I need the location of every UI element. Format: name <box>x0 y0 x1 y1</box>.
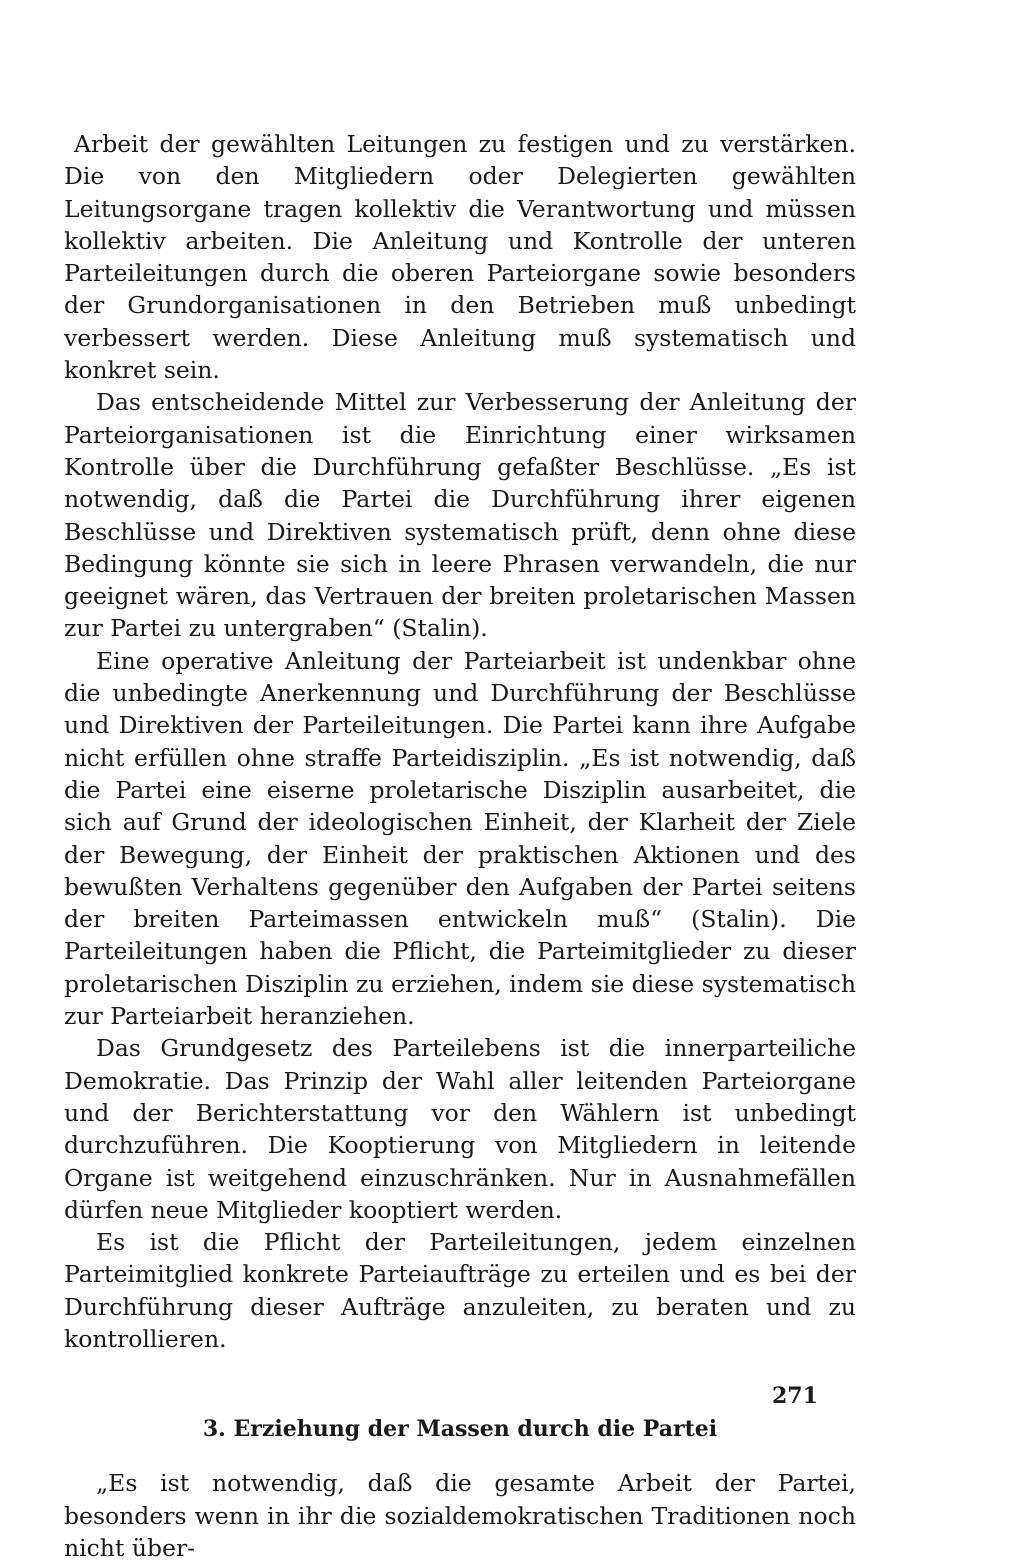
paragraph-2: Das entscheidende Mittel zur Verbesserung der Anleitung der Parteiorganisationen ist die Einrichtung einer wirksamen Kontrolle über die Durchführung gefaßter Beschlüsse. „Es ist notwendig, daß die Partei die Durchführung ihrer eigenen Beschlüsse und Direktiven systematisch prüft, denn ohne diese Bedingung könnte sie sich in leere Phrasen verwandeln, die nur geeignet wären, das Vertrauen der breiten proletarischen Massen zur Partei zu untergraben“ (Stalin). <box>64 388 856 643</box>
paragraph-3: Eine operative Anleitung der Parteiarbeit ist undenkbar ohne die unbedingte Anerkennung und Durchführung der Beschlüsse und Direktiven der Parteileitungen. Die Partei kann ihre Aufgabe nicht erfüllen ohne straffe Parteidisziplin. „Es ist notwendig, daß die Partei eine eiserne proletarische Disziplin ausarbeitet, die sich auf Grund der ideologischen Einheit, der Klarheit der Ziele der Bewegung, der Einheit der praktischen Aktionen und des bewußten Verhaltens gegenüber den Aufgaben der Partei seitens der breiten Parteimassen entwickeln muß“ (Stalin). Die Parteileitungen haben die Pflicht, die Parteimitglieder zu dieser proletarischen Disziplin zu erziehen, indem sie diese systematisch zur Parteiarbeit heranziehen. <box>64 646 856 1031</box>
page-body <box>64 128 856 1564</box>
page-number: 271 <box>772 1383 818 1409</box>
paragraph-4: Das Grundgesetz des Parteilebens ist die innerparteiliche Demokratie. Das Prinzip der Wahl aller leitenden Parteiorgane und der Berichterstattung vor den Wählern ist unbedingt durchzuführen. Die Kooptierung von Mitgliedern in leitende Organe ist weitgehend einzuschränken. Nur in Ausnahmefällen dürfen neue Mitglieder kooptiert werden. <box>64 1034 856 1224</box>
section-heading: 3. Erziehung der Massen durch die Partei <box>202 1416 718 1443</box>
paragraph-5: Es ist die Pflicht der Parteileitungen, jedem einzelnen Parteimitglied konkrete Parteiaufträge zu erteilen und es bei der Durchführung dieser Aufträge anzuleiten, zu beraten und zu kontrollieren. <box>64 1228 856 1353</box>
paragraph-1: Arbeit der gewählten Leitungen zu festigen und zu verstärken. Die von den Mitgliedern oder Delegierten gewählten Leitungsorgane tragen kollektiv die Verantwortung und müssen kollektiv arbeiten. Die Anleitung und Kontrolle der unteren Parteileitungen durch die oberen Parteiorgane sowie besonders der Grundorganisationen in den Betrieben muß unbedingt verbessert werden. Diese Anleitung muß systematisch und konkret sein. <box>64 130 856 385</box>
closing-paragraph: „Es ist notwendig, daß die gesamte Arbeit der Partei, besonders wenn in ihr die sozialdemokratischen Traditionen noch nicht über- <box>64 1469 856 1562</box>
